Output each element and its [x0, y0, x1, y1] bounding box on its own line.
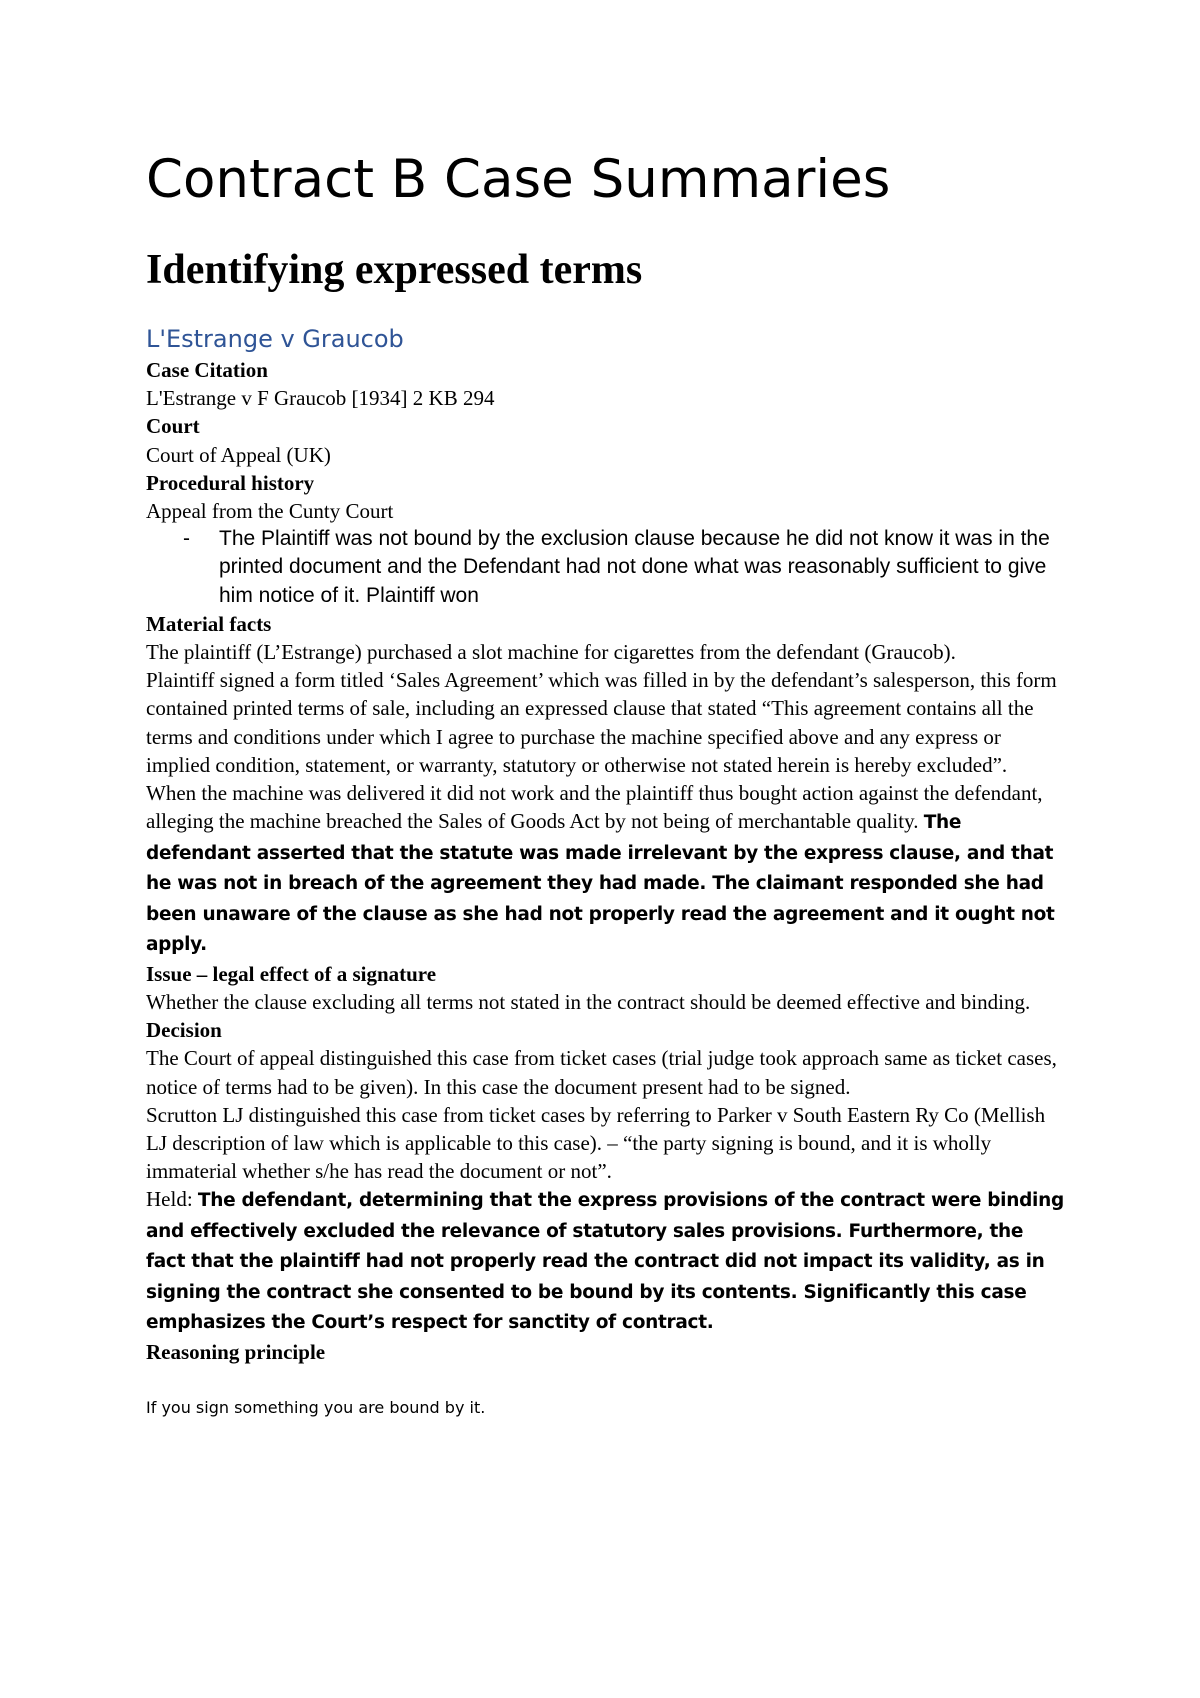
material-facts-paragraph-2: Plaintiff signed a form titled ‘Sales Agreement’ which was filled in by the defendant’s salesperson, this form contained printed terms of sale, including an expressed clause that stated “This agreement contains all the terms and conditions under which I agree to purchase the machine specified above and any express or implied condition, statement, or warranty, statutory or otherwise not stated herein is hereby excluded”.: [146, 668, 1057, 777]
procedural-history-list: [146, 525, 1066, 610]
reasoning-principle-text: If you sign something you are bound by it.: [146, 1398, 486, 1418]
reasoning-principle-label: Reasoning principle: [146, 1339, 326, 1364]
case-citation: L'Estrange v F Graucob [1934] 2 KB 294: [146, 386, 495, 411]
held-label: Held:: [146, 1187, 193, 1212]
issue-text: Whether the clause excluding all terms not stated in the contract should be deemed effective and binding.: [146, 989, 1031, 1014]
case-citation-label: Case Citation: [146, 358, 268, 382]
dash-bullet-marker: -: [183, 527, 190, 551]
decision-label: Decision: [146, 1018, 222, 1043]
court-value: Court of Appeal (UK): [146, 442, 331, 467]
issue-label: Issue – legal effect of a signature: [146, 961, 437, 986]
procedural-history-intro: Appeal from the Cunty Court: [146, 499, 394, 524]
held-paragraph: [146, 1185, 1066, 1338]
paragraph-spacer: [146, 1366, 1066, 1394]
material-facts-text: When the machine was delivered it did not work and the plaintiff thus bought action against the defendant, alleging the machine breached the Sales of Goods Act by not being of merchantable quality.: [146, 781, 1043, 834]
case-summary-body: [146, 356, 1066, 1422]
material-facts-paragraph-3: [146, 779, 1066, 960]
decision-paragraph-1: The Court of appeal distinguished this case from ticket cases (trial judge took approach same as ticket cases, notice of terms had to be given). In this case the document present had to be signed.: [146, 1046, 1057, 1099]
document-title: Contract B Case Summaries: [146, 149, 891, 210]
procedural-history-label: Procedural history: [146, 470, 315, 495]
section-heading: Identifying expressed terms: [146, 247, 643, 293]
procedural-history-bullet-text: The Plaintiff was not bound by the exclusion clause because he did not know it was in the printed document and the Defendant had not done what was reasonably sufficient to give him notice of it. Plaintiff won: [219, 527, 1050, 607]
list-item: [183, 525, 1066, 610]
case-heading: L'Estrange v Graucob: [146, 325, 404, 353]
court-label: Court: [146, 414, 200, 439]
material-facts-paragraph-1: The plaintiff (L’Estrange) purchased a slot machine for cigarettes from the defendant (Graucob).: [146, 640, 956, 665]
material-facts-emphasis: The defendant asserted that the statute was made irrelevant by the express clause, and that he was not in breach of the agreement they had made. The claimant responded she had been unaware of the clause as she had not properly read the agreement and it ought not apply.: [146, 812, 1055, 956]
held-text: The defendant, determining that the express provisions of the contract were binding and effectively excluded the relevance of statutory sales provisions. Furthermore, the fact that the plaintiff had not properly read the contract did not impact its validity, as in signing the contract she consented to be bound by its contents. Significantly this case emphasizes the Court’s respect for sanctity of contract.: [146, 1190, 1064, 1334]
material-facts-label: Material facts: [146, 611, 272, 636]
decision-paragraph-2: Scrutton LJ distinguished this case from ticket cases by referring to Parker v South Eastern Ry Co (Mellish LJ description of law which is applicable to this case). – “the party signing is bound, and it is wholly immaterial whether s/he has read the document or not”.: [146, 1102, 1046, 1184]
